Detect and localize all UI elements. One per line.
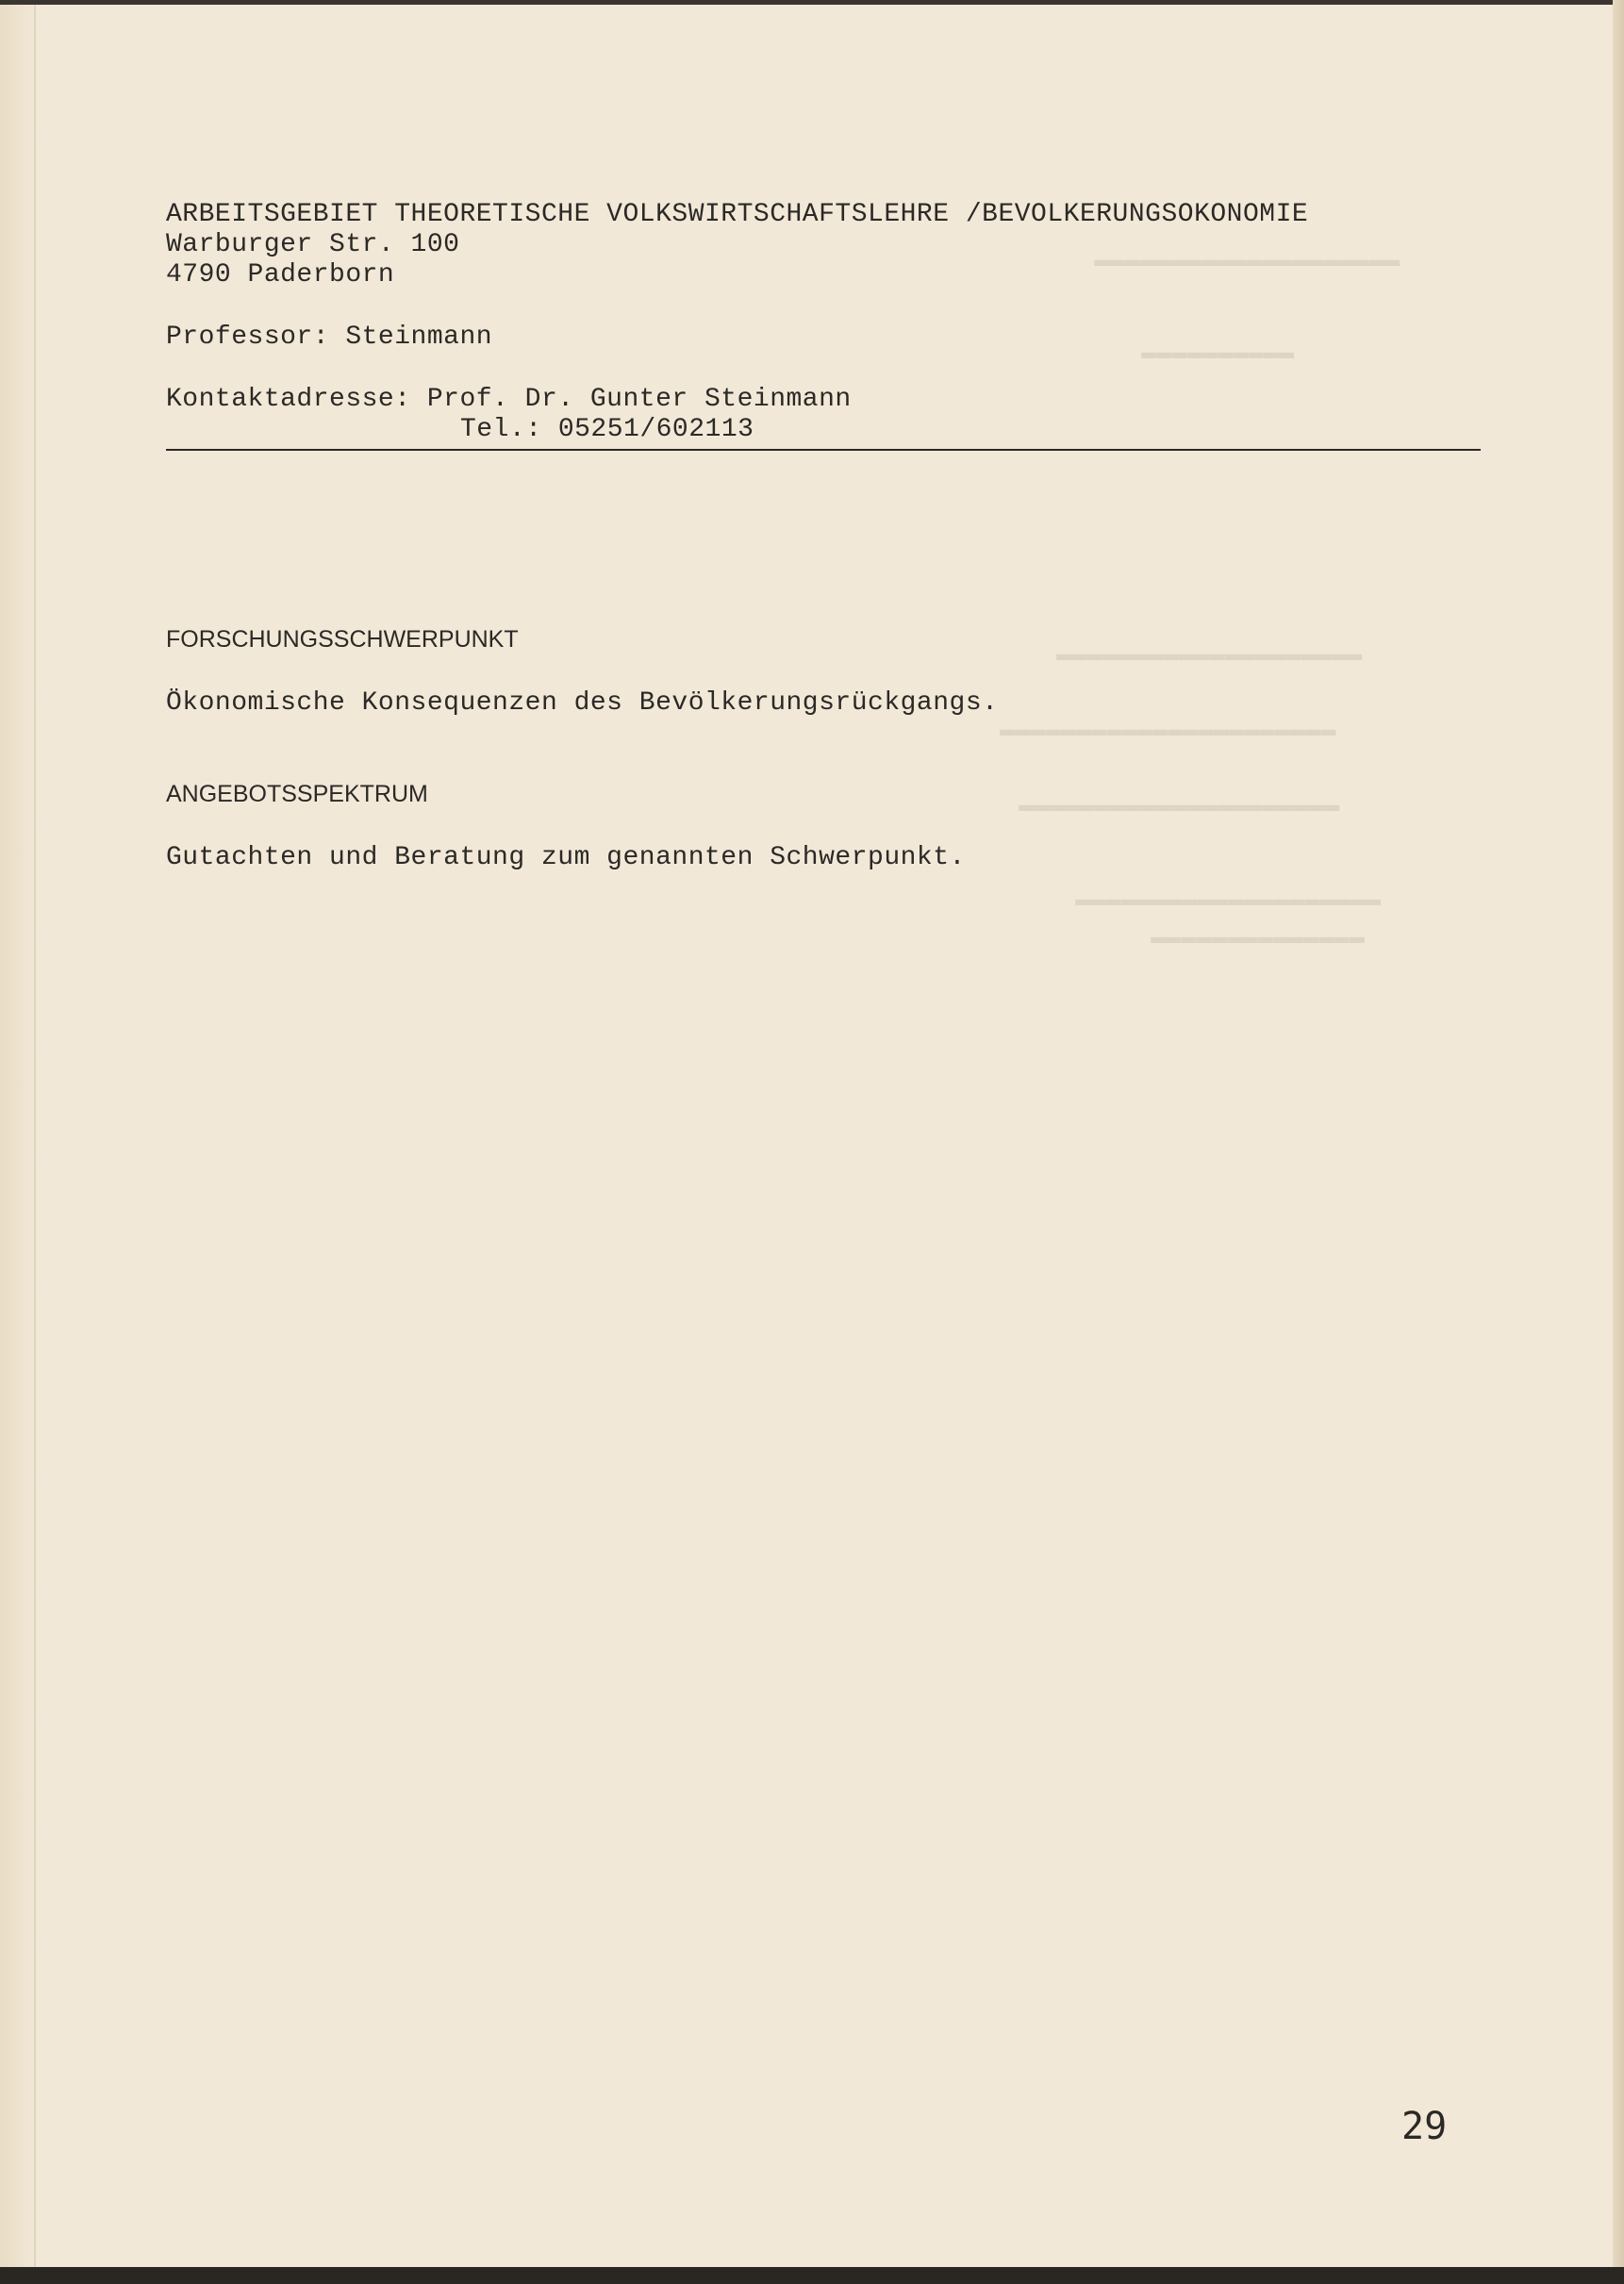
offer-text: Gutachten und Beratung zum genannten Schwerpunkt. xyxy=(166,843,966,872)
professor-line: Professor: Steinmann xyxy=(166,323,493,352)
offer-heading: ANGEBOTSSPEKTRUM xyxy=(166,781,428,807)
contact-phone: Tel.: 05251/602113 xyxy=(460,415,754,444)
address-city: 4790 Paderborn xyxy=(166,260,395,290)
top-edge xyxy=(0,0,1624,5)
contact-address: Kontaktadresse: Prof. Dr. Gunter Steinmann xyxy=(166,385,852,414)
binding-edge xyxy=(34,0,36,2267)
page-number: 29 xyxy=(1401,2105,1448,2148)
header-divider xyxy=(166,449,1481,451)
address-street: Warburger Str. 100 xyxy=(166,230,460,259)
bottom-edge xyxy=(0,2267,1624,2284)
department-title: ARBEITSGEBIET THEORETISCHE VOLKSWIRTSCHAFTSLEHRE /BEVOLKERUNGSOKONOMIE xyxy=(166,200,1309,229)
document-page: ▬▬▬▬▬▬▬▬▬▬▬▬▬▬▬▬▬▬▬▬ ▬▬▬▬▬▬▬▬▬▬ ▬▬▬▬▬▬▬▬▬▬▬▬▬▬▬▬▬▬▬▬ ▬▬▬▬▬▬▬▬▬▬▬▬▬▬▬▬▬▬▬▬▬▬ ▬▬▬▬▬▬▬▬▬▬▬▬▬▬▬▬▬▬▬▬▬ ▬▬▬▬▬▬▬▬▬▬▬▬▬▬▬▬▬▬▬▬ ▬▬▬▬▬▬▬▬▬▬▬▬▬▬ ARBEITSGEBIET THEORETISCHE VOLKSWIRTSCHAFTSLEHRE /BEVOLKERUNGSOKONOMIE Warburger Str. 100 4790 Paderborn Professor: Steinmann Kontaktadresse: Prof. Dr. Gunter Steinmann Tel.: 05251/602113 FORSCHUNGSSCHWERPUNKT Ökonomische Konsequenzen des Bevölkerungsrückgangs. ANGEBOTSSPEKTRUM Gutachten und Beratung zum genannten Schwerpunkt. 29 xyxy=(0,0,1624,2267)
page-left-shade xyxy=(0,0,38,2267)
page-right-edge xyxy=(1613,0,1624,2267)
research-focus-text: Ökonomische Konsequenzen des Bevölkerungsrückgangs. xyxy=(166,688,999,718)
research-focus-heading: FORSCHUNGSSCHWERPUNKT xyxy=(166,626,519,653)
